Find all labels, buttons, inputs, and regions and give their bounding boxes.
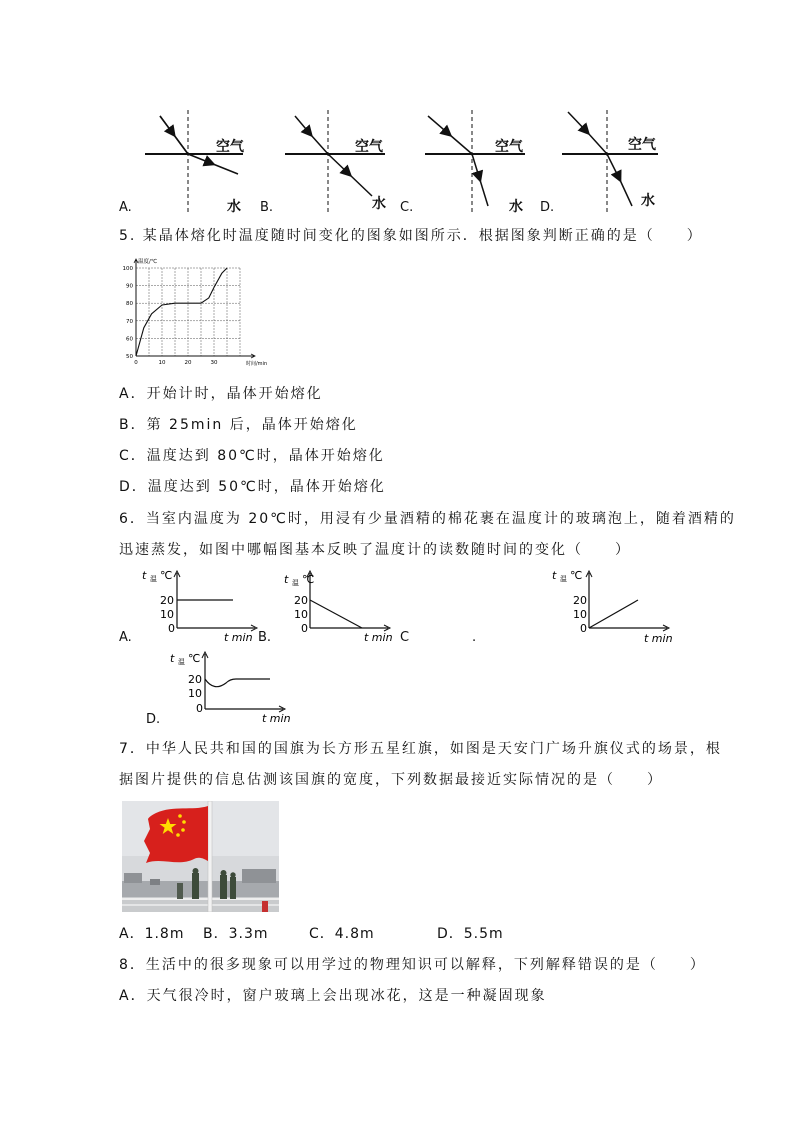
q7-option-c[interactable]: C．4.8m [309,926,375,942]
q6-option-d-letter[interactable]: D. [146,712,161,727]
x-tick-label: 0 [134,360,138,366]
q6c-series-line [589,600,638,628]
q6d-tick-20: 20 [188,673,202,686]
q7-option-a[interactable]: A．1.8m [119,926,185,942]
q6b-ylabel-sub: 温 [292,579,299,587]
q4-option-b-letter[interactable]: B. [260,200,274,215]
q6d-ylabel-unit: ℃ [188,652,201,665]
q4-air-label-c: 空气 [495,139,523,155]
q6a-tick-20: 20 [160,594,174,607]
q6-stem-line2: 迅速蒸发，如图中哪幅图基本反映了温度计的读数随时间的变化（ ） [119,542,631,558]
q4-air-label-b: 空气 [355,139,383,155]
q6a-xlabel: t min [224,631,253,644]
q5-option-b[interactable]: B．第 25min 后，晶体开始熔化 [119,417,358,433]
x-tick-label: 20 [184,360,192,366]
q4-diagrams [110,100,670,220]
q5-option-a[interactable]: A．开始计时，晶体开始熔化 [119,386,323,402]
y-tick-label: 90 [126,283,133,290]
q6c-ylabel-sub: 温 [560,575,567,583]
y-tick-label: 100 [122,266,133,272]
q6d-tick-0: 0 [196,702,203,715]
q8-stem: 8．生活中的很多现象可以用学过的物理知识可以解释，下列解释错误的是（ ） [119,957,706,973]
x-tick-label: 30 [210,360,218,366]
q6-option-a-letter[interactable]: A. [119,630,132,645]
q4-air-label-a: 空气 [216,139,244,155]
q6b-ylabel: t [284,573,289,586]
q4-option-c-letter[interactable]: C. [400,200,414,215]
q7-stem-line1: 7．中华人民共和国的国旗为长方形五星红旗，如图是天安门广场升旗仪式的场景，根 [119,741,722,757]
y-tick-label: 70 [126,318,133,325]
q6-graph-d [168,648,298,724]
q5-option-c[interactable]: C．温度达到 80℃时，晶体开始熔化 [119,448,385,464]
q4-option-a-letter[interactable]: A. [119,200,132,215]
q6-graph-c [552,565,682,645]
y-axis-label: 温度/℃ [138,259,158,265]
q6-graph-b [280,565,410,645]
q6b-ylabel-unit: ℃ [302,573,315,586]
q4-option-d-letter[interactable]: D. [540,200,555,215]
q6d-tick-10: 10 [188,687,202,700]
q6c-tick-20: 20 [573,594,587,607]
q8-option-a[interactable]: A．天气很冷时，窗户玻璃上会出现冰花，这是一种凝固现象 [119,988,547,1004]
q4-water-label-a: 水 [227,199,241,215]
q6b-tick-10: 10 [294,608,308,621]
q6c-ylabel: t [552,569,557,582]
x-tick-label: 10 [158,360,166,366]
q6a-tick-10: 10 [160,608,174,621]
q6a-ylabel-sub: 温 [150,575,157,583]
q6d-ylabel: t [170,652,175,665]
q6a-ylabel: t [142,569,147,582]
q7-option-b[interactable]: B．3.3m [203,926,269,942]
x-axis-label: 时间/min [246,361,268,367]
q6b-tick-20: 20 [294,594,308,607]
q6d-series-line [205,679,270,687]
q7-stem-line2: 据图片提供的信息估测该国旗的宽度，下列数据最接近实际情况的是（ ） [119,772,663,788]
q4-air-label-d: 空气 [628,137,656,153]
q6b-xlabel: t min [364,631,393,644]
q6d-xlabel: t min [262,712,291,724]
q5-melting-chart [116,252,276,372]
q5-option-d[interactable]: D．温度达到 50℃时，晶体开始熔化 [119,479,386,495]
y-tick-label: 80 [126,301,133,308]
q6c-tick-0: 0 [580,622,587,635]
q6a-tick-0: 0 [168,622,175,635]
q6c-xlabel: t min [644,632,673,645]
q6-stem-line1: 6．当室内温度为 20℃时，用浸有少量酒精的棉花裹在温度计的玻璃泡上，随着酒精的 [119,511,736,527]
q6d-ylabel-sub: 温 [178,658,185,666]
temperature-curve [136,268,227,356]
q6-option-c-letter[interactable]: C [400,630,410,645]
q6-option-c-dot: . [472,630,477,645]
q4-water-label-b: 水 [372,196,386,212]
q7-option-d[interactable]: D．5.5m [437,926,504,942]
y-tick-label: 60 [126,336,133,343]
q4-water-label-c: 水 [509,199,523,215]
y-tick-label: 50 [126,354,133,360]
q6c-tick-10: 10 [573,608,587,621]
q7-flag-photo [122,801,279,912]
q4-diagram-b [285,110,385,212]
q6b-series-line [310,600,362,628]
q4-water-label-d: 水 [641,193,655,209]
q6c-ylabel-unit: ℃ [570,569,583,582]
q6b-tick-0: 0 [301,622,308,635]
q6-option-b-letter[interactable]: B. [258,630,272,645]
q6a-ylabel-unit: ℃ [160,569,173,582]
q5-stem: 5. 某晶体熔化时温度随时间变化的图象如图所示．根据图象判断正确的是（ ） [119,228,703,244]
